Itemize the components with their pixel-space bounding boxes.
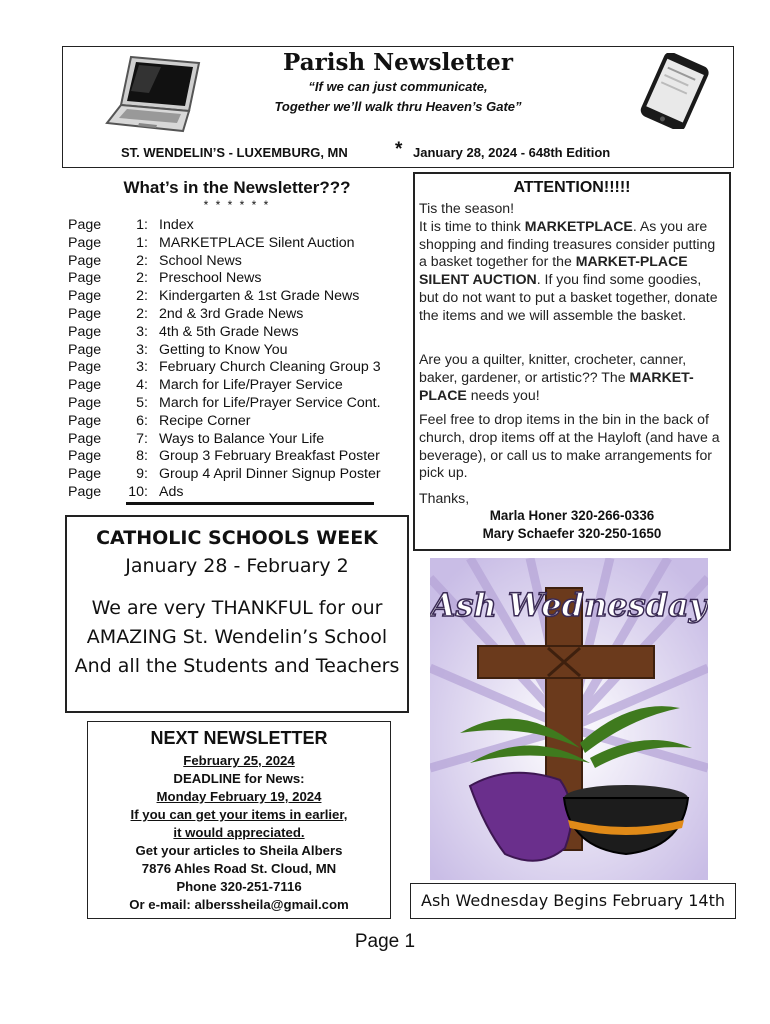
toc-item bbox=[68, 377, 408, 395]
toc-page-word: Page bbox=[68, 394, 102, 411]
email-address[interactable]: Or e-mail: alberssheila@gmail.com bbox=[129, 897, 349, 912]
ash-wednesday-caption: Ash Wednesday Begins February 14th bbox=[410, 883, 736, 919]
toc-page-word: Page bbox=[68, 359, 102, 376]
send-to: Get your articles to Sheila Albers bbox=[135, 843, 343, 858]
deadline-date: Monday February 19, 2024 bbox=[156, 789, 322, 804]
toc-divider bbox=[126, 502, 374, 505]
contact-marla: Marla Honer 320-266-0336 bbox=[489, 508, 655, 523]
contact-mary: Mary Schaefer 320-250-1650 bbox=[482, 526, 662, 541]
marketplace-bold: MARKETPLACE bbox=[524, 217, 633, 234]
separator-star: * bbox=[395, 139, 403, 160]
toc-item-title: Ads bbox=[159, 483, 184, 500]
toc-list bbox=[68, 217, 408, 502]
catholic-schools-week-box bbox=[65, 515, 409, 713]
toc-title: What’s in the Newsletter??? bbox=[123, 178, 351, 197]
toc-item bbox=[68, 466, 408, 484]
toc-page-word: Page bbox=[68, 483, 102, 500]
toc-stars: * * * * * * bbox=[203, 198, 271, 212]
toc-item-title: Getting to Know You bbox=[159, 341, 288, 358]
toc-item bbox=[68, 395, 408, 413]
toc-page-number: 10: bbox=[128, 483, 148, 500]
toc-item-title: Preschool News bbox=[159, 270, 262, 287]
edition-date: January 28, 2024 - 648th Edition bbox=[413, 145, 611, 160]
toc-page-word: Page bbox=[68, 305, 102, 322]
toc-item bbox=[68, 484, 408, 502]
attention-text: . As you are shopping and finding treasures consider putting a basket together for the bbox=[419, 217, 716, 270]
toc-item bbox=[68, 306, 408, 324]
toc-item-title: Recipe Corner bbox=[159, 412, 251, 429]
toc-item bbox=[68, 270, 408, 288]
toc-page-number: 1: bbox=[136, 217, 148, 233]
toc-item-title: February Church Cleaning Group 3 bbox=[159, 359, 381, 376]
toc-item-title: Ways to Balance Your Life bbox=[159, 430, 325, 447]
toc-page-number: 3: bbox=[136, 341, 148, 358]
attention-paragraph-2 bbox=[419, 351, 724, 404]
next-newsletter-title: NEXT NEWSLETTER bbox=[150, 728, 328, 748]
toc-page-number: 2: bbox=[136, 288, 148, 305]
attention-paragraph-3: Feel free to drop items in the bin in the back of church, drop items off at the Hayloft (and have a beverage), or call us to make arrangements for pick up. bbox=[419, 411, 720, 481]
early-note-1: If you can get your items in earlier, bbox=[130, 807, 348, 822]
toc-item-title: March for Life/Prayer Service Cont. bbox=[159, 394, 381, 411]
toc-item-title: School News bbox=[159, 252, 242, 269]
toc-item-title: March for Life/Prayer Service bbox=[159, 377, 343, 394]
toc-item-title: Group 4 April Dinner Signup Poster bbox=[159, 466, 381, 483]
toc-page-number: 8: bbox=[136, 448, 148, 465]
toc-item-title: Kindergarten & 1st Grade News bbox=[159, 288, 360, 305]
attention-text: It is time to think bbox=[419, 217, 525, 234]
attention-thanks: Thanks, bbox=[419, 490, 470, 506]
ash-wednesday-art-title: Ash Wednesday bbox=[430, 586, 708, 624]
toc-item-title: 2nd & 3rd Grade News bbox=[159, 305, 304, 322]
toc-item bbox=[68, 253, 408, 271]
csw-message-line: And all the Students and Teachers bbox=[74, 655, 400, 677]
early-note-2: it would appreciated. bbox=[173, 825, 305, 840]
toc-page-word: Page bbox=[68, 270, 102, 287]
toc-page-word: Page bbox=[68, 288, 102, 305]
toc-page-number: 4: bbox=[136, 377, 148, 394]
toc-page-word: Page bbox=[68, 448, 102, 465]
toc-page-number: 5: bbox=[136, 394, 148, 411]
toc-item bbox=[68, 342, 408, 360]
page-number: Page 1 bbox=[354, 931, 416, 952]
tagline-line-2: Together we’ll walk thru Heaven’s Gate” bbox=[274, 99, 522, 114]
csw-dates: January 28 - February 2 bbox=[125, 555, 349, 577]
next-newsletter-box bbox=[87, 721, 391, 919]
toc-page-number: 3: bbox=[136, 323, 148, 340]
toc-page-word: Page bbox=[68, 323, 102, 340]
toc-page-word: Page bbox=[68, 412, 102, 429]
newsletter-header bbox=[62, 46, 734, 168]
toc-page-word: Page bbox=[68, 430, 102, 447]
toc-page-word: Page bbox=[68, 252, 102, 269]
attention-text: Are you a quilter, knitter, crocheter, canner, baker, gardener, or artistic?? The bbox=[419, 351, 687, 385]
toc-page-number: 2: bbox=[136, 252, 148, 269]
toc-item bbox=[68, 235, 408, 253]
marketplace-bold: MARKET-PLACE bbox=[419, 368, 694, 403]
toc-page-number: 2: bbox=[136, 270, 148, 287]
toc-item bbox=[68, 413, 408, 431]
toc-item bbox=[68, 448, 408, 466]
silent-auction-bold: MARKET-PLACE SILENT AUCTION bbox=[419, 253, 688, 288]
ash-wednesday-illustration bbox=[430, 558, 708, 880]
toc-item bbox=[68, 288, 408, 306]
csw-title: CATHOLIC SCHOOLS WEEK bbox=[96, 527, 378, 549]
toc-page-number: 2: bbox=[136, 305, 148, 322]
toc-item-title: Index bbox=[159, 217, 194, 233]
next-newsletter-date: February 25, 2024 bbox=[183, 753, 295, 768]
toc-page-number: 1: bbox=[136, 234, 148, 251]
toc-item-title: MARKETPLACE Silent Auction bbox=[159, 234, 355, 251]
toc-page-number: 7: bbox=[136, 430, 148, 447]
toc-page-number: 3: bbox=[136, 359, 148, 376]
newsletter-title: Parish Newsletter bbox=[283, 49, 513, 76]
toc-item bbox=[68, 324, 408, 342]
toc-item-title: 4th & 5th Grade News bbox=[159, 323, 299, 340]
attention-box bbox=[413, 172, 731, 551]
attention-title: ATTENTION!!!!! bbox=[513, 179, 631, 196]
attention-text: . If you find some goodies, but do not want to put a basket together, donate the items and we will assemble the basket. bbox=[419, 271, 718, 323]
csw-message-line: We are very THANKFUL for our bbox=[91, 597, 383, 619]
parish-location: ST. WENDELIN’S - LUXEMBURG, MN bbox=[121, 145, 348, 160]
csw-message-line: AMAZING St. Wendelin’s School bbox=[86, 626, 388, 648]
deadline-label: DEADLINE for News: bbox=[173, 771, 305, 786]
toc-page-word: Page bbox=[68, 234, 102, 251]
toc-item bbox=[68, 431, 408, 449]
tagline-line-1: “If we can just communicate, bbox=[308, 79, 488, 94]
toc-page-word: Page bbox=[68, 341, 102, 358]
attention-paragraph-1 bbox=[419, 200, 724, 325]
attention-text: needs you! bbox=[466, 386, 540, 403]
toc-item bbox=[68, 217, 408, 235]
toc-page-word: Page bbox=[68, 377, 102, 394]
phone-number: Phone 320-251-7116 bbox=[176, 879, 302, 894]
toc-page-word: Page bbox=[68, 217, 102, 233]
toc-page-word: Page bbox=[68, 466, 102, 483]
attention-intro: Tis the season! bbox=[419, 200, 515, 216]
toc-item-title: Group 3 February Breakfast Poster bbox=[159, 448, 380, 465]
toc-page-number: 9: bbox=[136, 466, 148, 483]
mailing-address: 7876 Ahles Road St. Cloud, MN bbox=[141, 861, 337, 876]
toc-page-number: 6: bbox=[136, 412, 148, 429]
toc-item bbox=[68, 359, 408, 377]
